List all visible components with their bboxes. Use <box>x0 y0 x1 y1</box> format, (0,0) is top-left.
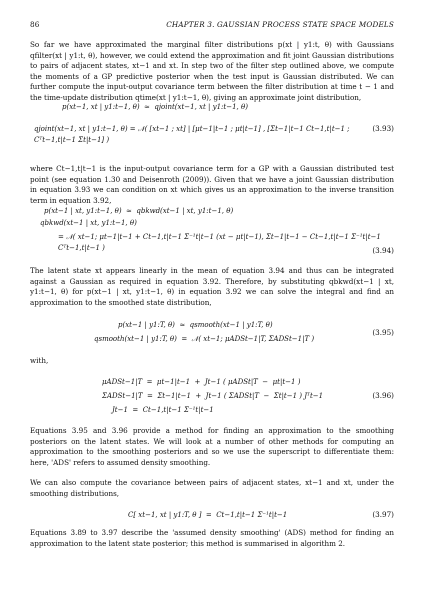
paragraph-6: Equations 3.89 to 3.97 describe the 'assumed density smoothing' (ADS) method for finding an approximation to the latent state posterior; this method is summarised in algorithm 2. <box>30 528 394 548</box>
equation-3-96-line-3: Jt−1 = Ct−1,t|t−1 Σ⁻¹t|t−1 <box>112 406 214 414</box>
paragraph-5: We can also compute the covariance between pairs of adjacent states, xt−1 and xt, under the smoothing distributions, <box>30 478 394 498</box>
with-label: with, <box>30 356 49 365</box>
equation-number-3-94: (3.94) <box>372 246 394 255</box>
equation-3-93-line-1: p(xt−1, xt | y1:t−1, θ) ≈ qjoint(xt−1, xt | y1:t−1, θ) <box>62 103 248 111</box>
equation-3-97: C[ xt−1, xt | y1:T, θ ] = Ct−1,t|t−1 Σ⁻¹t|t−1 <box>128 511 288 519</box>
running-header <box>30 20 394 32</box>
equation-3-94-line-1: p(xt−1 | xt, y1:t−1, θ) ≈ qbkwd(xt−1 | xt, y1:t−1, θ) <box>44 207 234 215</box>
page-number: 86 <box>30 20 40 29</box>
equation-number-3-96: (3.96) <box>372 391 394 400</box>
equation-3-94-line-2: qbkwd(xt−1 | xt, y1:t−1, θ) <box>40 219 137 227</box>
equation-3-96-line-1: μADSt−1|T = μt−1|t−1 + Jt−1 ( μADSt|T − μt|t−1 ) <box>102 378 301 386</box>
paragraph-4: Equations 3.95 and 3.96 provide a method for finding an approximation to the smoothing posteriors on the latent states. We will look at a number of other methods for computing an approximation to the smoothing posteriors and so we use the superscript to differentiate them: here, 'ADS' refers to assumed density smoothing. <box>30 426 394 467</box>
paragraph-1: So far we have approximated the marginal filter distributions p(xt | y1:t, θ) with Gaussians qfilter(xt | y1:t, θ), however, we could extend the approximation and fit joint Gaussian distributions to pairs of adjacent states, xt−1 and xt. In step two of the filter step outlined above, we compute the moments of a GP predictive posterior when the test input is Gaussian distributed. We can further compute the input-output covariance term between the filter distribution at time t − 1 and the time-update distribution qtime(xt | y1:t−1, θ), giving an approximate joint distribution, <box>30 40 394 102</box>
equation-3-94-line-3: = 𝒩( xt−1; μt−1|t−1 + Ct−1,t|t−1 Σ⁻¹t|t−1 (xt − μt|t−1), Σt−1|t−1 − Ct−1,t|t−1 Σ⁻¹t|t−1 Cᵀt−1,t|t−1 ) <box>58 233 381 252</box>
equation-number-3-93: (3.93) <box>372 124 394 133</box>
equation-3-95-line-2: qsmooth(xt−1 | y1:T, θ) = 𝒩( xt−1; μADSt−1|T, ΣADSt−1|T ) <box>94 335 315 343</box>
equation-3-96-line-2: ΣADSt−1|T = Σt−1|t−1 + Jt−1 ( ΣADSt|T − Σt|t−1 ) Jᵀt−1 <box>102 392 324 400</box>
equation-number-3-95: (3.95) <box>372 328 394 337</box>
chapter-title: CHAPTER 3. GAUSSIAN PROCESS STATE SPACE MODELS <box>166 20 394 29</box>
equation-3-95-line-1: p(xt−1 | y1:T, θ) ≈ qsmooth(xt−1 | y1:T, θ) <box>118 321 273 329</box>
equation-number-3-97: (3.97) <box>372 510 394 519</box>
equation-3-93-line-2: qjoint(xt−1, xt | y1:t−1, θ) = 𝒩( [xt−1 ; xt] | [μt−1|t−1 ; μt|t−1] , [Σt−1|t−1 Ct−1,t|t−1 ; Cᵀt−1,t|t−1 Σt|t−1] ) <box>34 125 350 144</box>
paragraph-3: The latent state xt appears linearly in the mean of equation 3.94 and thus can be integrated against a Gaussian as required in equation 3.92. Therefore, by substituting qbkwd(xt−1 | xt, y1:t−1, θ) for p(xt−1 | xt, y1:t−1, θ) in equation 3.92 we can solve the integral and find an approximation to the smoothed state distribution, <box>30 266 394 307</box>
paragraph-2: where Ct−1,t|t−1 is the input-output covariance term for a GP with a Gaussian distributed test point (see equation 1.30 and Deisenroth (2009)). Given that we have a joint Gaussian distribution in equation 3.93 we can condition on xt which gives us an approximation to the inverse transition term in equation 3.92, <box>30 164 394 205</box>
